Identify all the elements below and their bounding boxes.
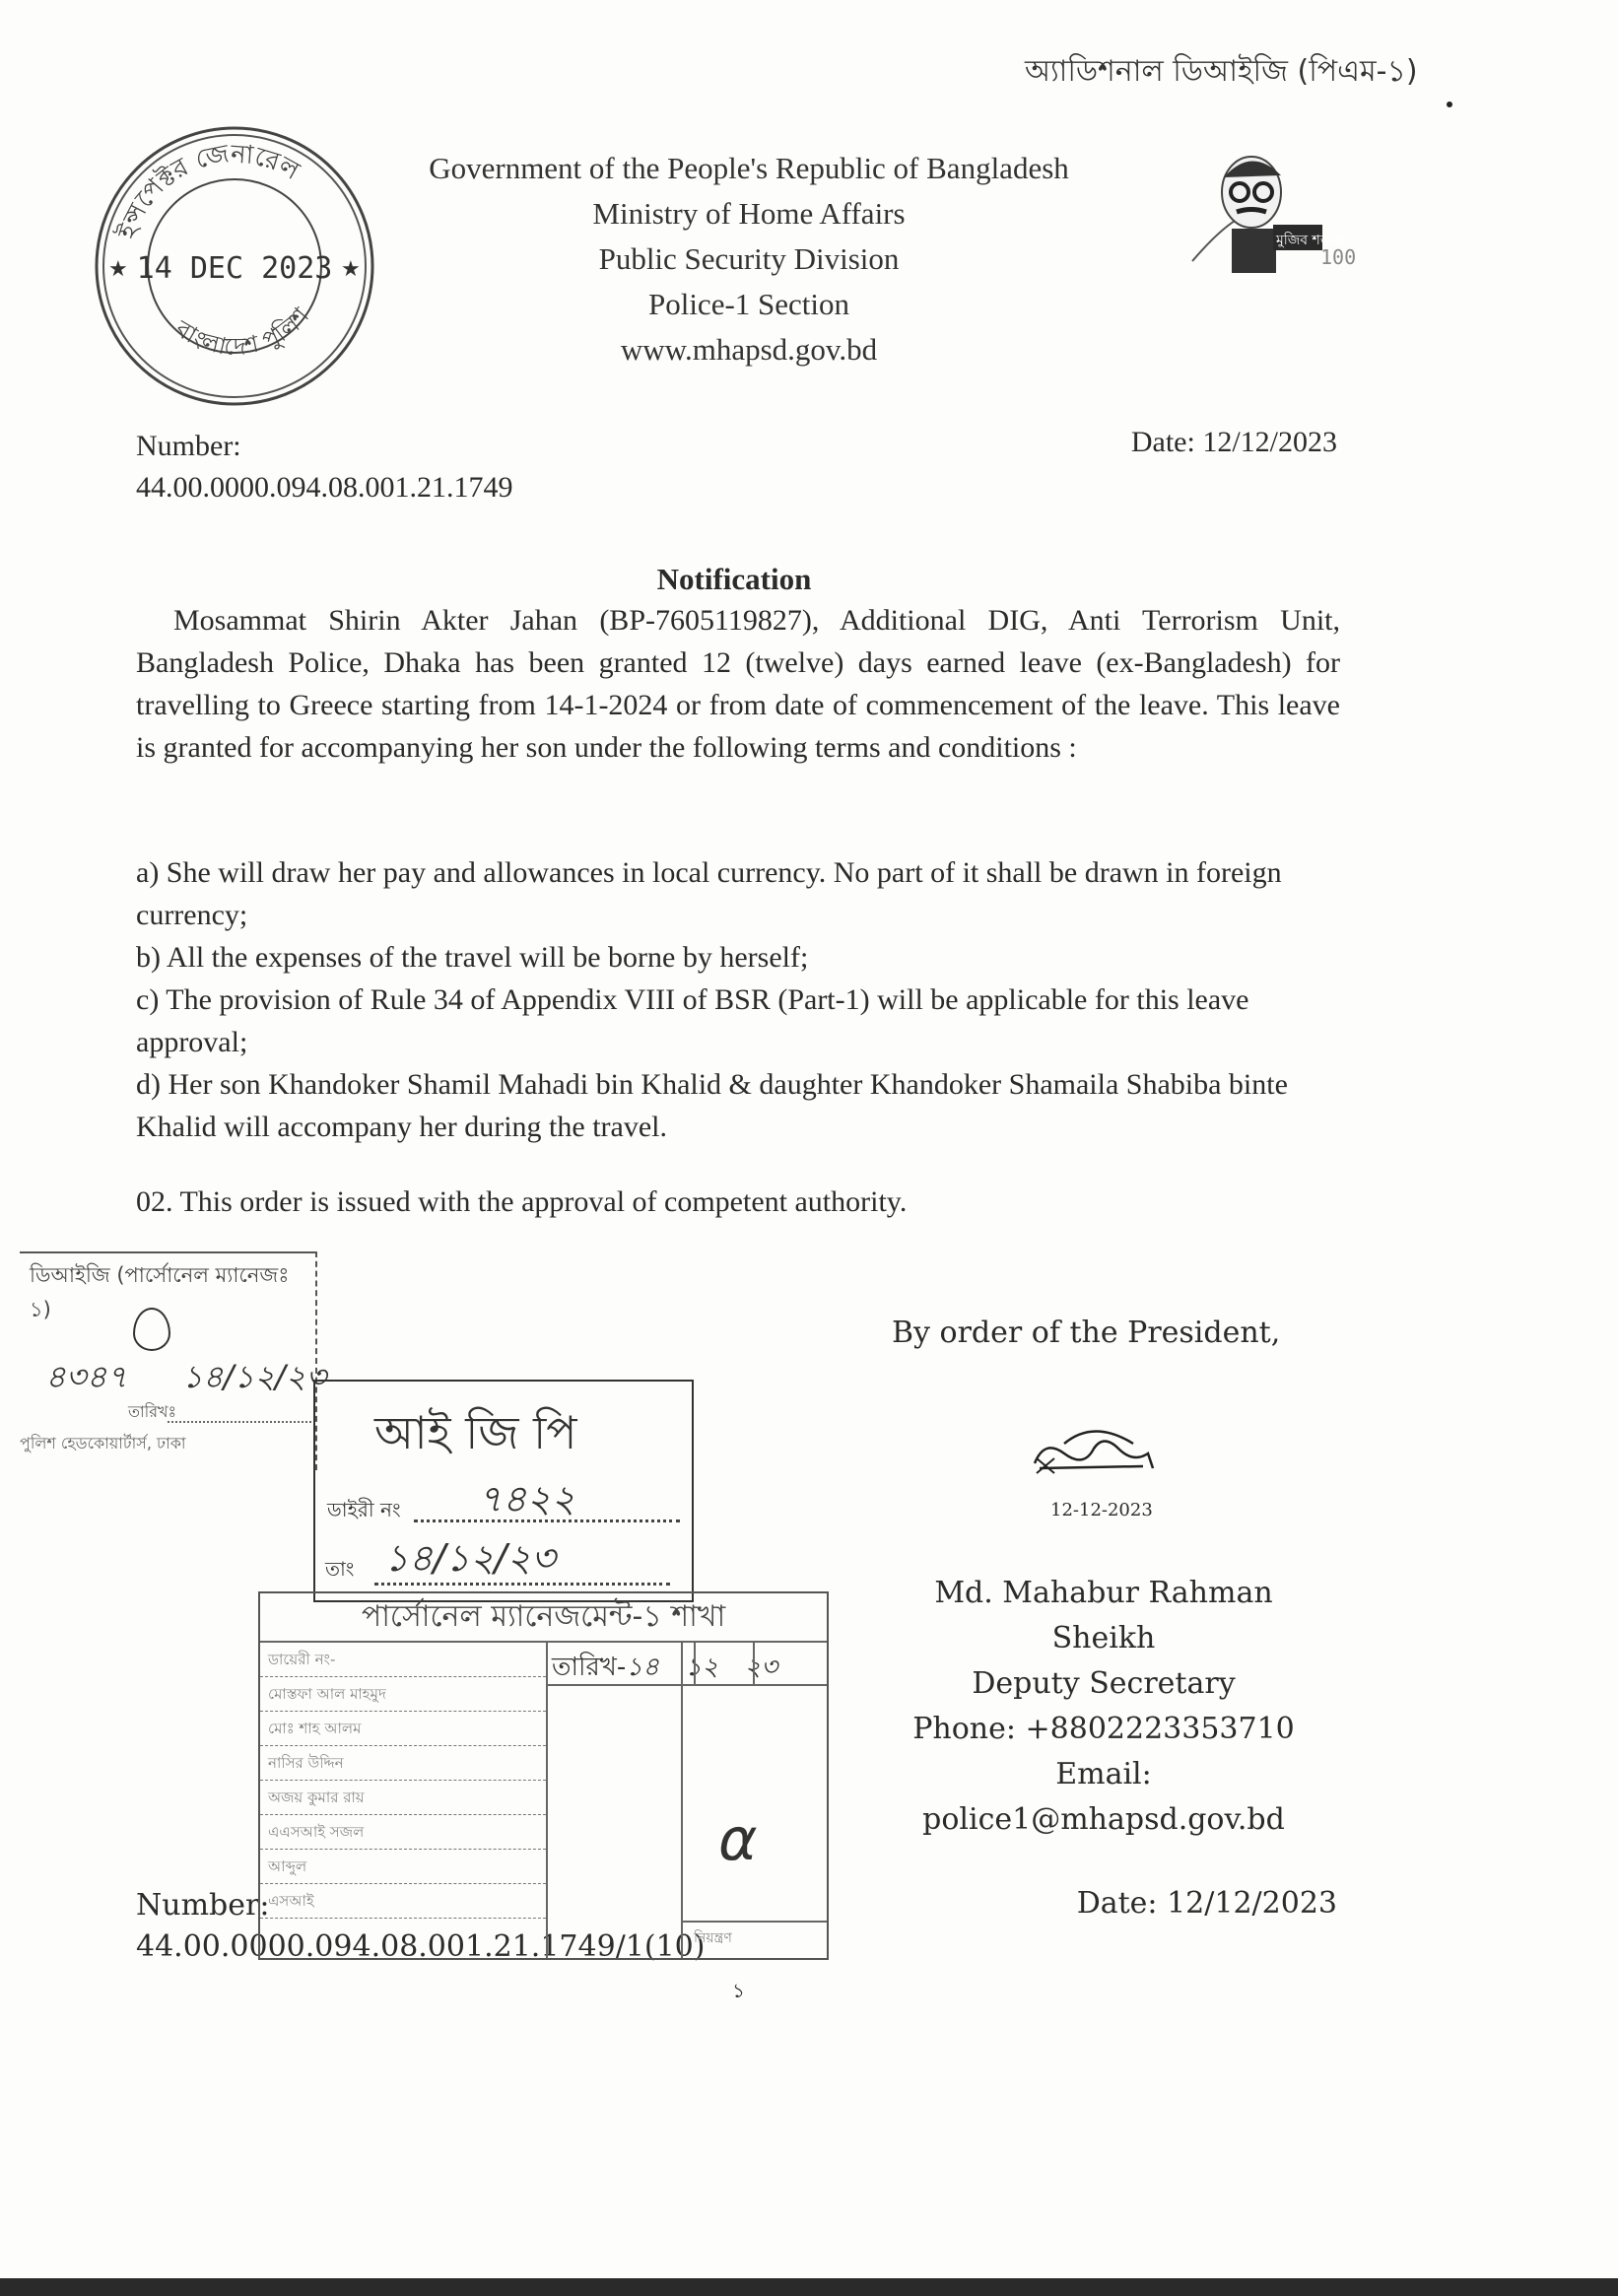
signatory-name-cont: Sheikh bbox=[1051, 1621, 1156, 1655]
igp-date-label: তাং bbox=[325, 1557, 355, 1581]
signatory-designation: Deputy Secretary bbox=[972, 1666, 1236, 1701]
condition-d: d) Her son Khandoker Shamil Mahadi bin Khalid & daughter Khandoker Shamaila Shabiba binte Khalid will accompany her during the travel. bbox=[136, 1068, 1288, 1143]
terms-and-conditions bbox=[136, 851, 1358, 1148]
igp-diary-label: ডাইরী নং bbox=[327, 1498, 401, 1521]
signatory-phone: Phone: +8802223353710 bbox=[912, 1712, 1295, 1746]
table-divider bbox=[694, 1641, 696, 1684]
scan-speck bbox=[1447, 101, 1452, 107]
pm-date-day: ১৪ bbox=[626, 1653, 659, 1682]
pm-date-label: তারিখ- bbox=[552, 1653, 627, 1682]
dig-stamp-heading: ডিআইজি (পার্সোনেল ম্যানেজঃ ১) bbox=[30, 1263, 290, 1321]
seal-date: 14 DEC 2023 bbox=[136, 251, 333, 286]
igp-diary-stamp bbox=[313, 1380, 694, 1602]
approval-clause: 02. This order is issued with the approval of competent authority. bbox=[136, 1185, 908, 1218]
signature-date: 12-12-2023 bbox=[1050, 1500, 1153, 1520]
notification-title: Notification bbox=[656, 562, 812, 596]
table-divider bbox=[753, 1641, 755, 1684]
table-divider bbox=[546, 1684, 827, 1686]
signatory-email-label: Email: bbox=[1055, 1757, 1152, 1791]
government-name: Government of the People's Republic of Bangladesh bbox=[429, 151, 1069, 185]
notification-body: Mosammat Shirin Akter Jahan (BP-7605119827), Additional DIG, Anti Terrorism Unit, Bangladesh Police, Dhaka has been granted 12 (twelve) days earned leave (ex-Bangladesh) for travelling to Greece starting from 14-1-2024 or from date of commencement of the leave. This leave is granted for accompanying her son under the following terms and conditions : bbox=[136, 604, 1340, 764]
condition-c: c) The provision of Rule 34 of Appendix VIII of BSR (Part-1) will be applicable for this leave approval; bbox=[136, 983, 1249, 1058]
pm-row: ডায়েরী নং- bbox=[260, 1643, 546, 1677]
pm-date-year: ২৩ bbox=[744, 1653, 778, 1682]
pm-row: আব্দুল bbox=[260, 1850, 546, 1884]
pm-date-month: ১২ bbox=[685, 1653, 719, 1682]
website-link[interactable]: www.mhapsd.gov.bd bbox=[620, 332, 878, 367]
dotted-line bbox=[414, 1519, 680, 1522]
dotted-line bbox=[168, 1421, 315, 1423]
igp-date-value: ১৪/১২/২৩ bbox=[384, 1536, 556, 1580]
igp-stamp-title: আই জি পি bbox=[374, 1406, 577, 1459]
signatory-details bbox=[887, 1571, 1320, 1843]
pm-row: অজয় কুমার রায় bbox=[260, 1781, 546, 1815]
dotted-line bbox=[374, 1583, 670, 1586]
dig-diary-number: ৪৩৪৭ bbox=[45, 1358, 128, 1395]
pm-row: এএসআই সজল bbox=[260, 1815, 546, 1850]
pm-row: এসআই bbox=[260, 1884, 546, 1919]
memo-date: Date: 12/12/2023 bbox=[1130, 426, 1337, 458]
table-divider bbox=[681, 1921, 827, 1923]
memo2-date: Date: 12/12/2023 bbox=[1076, 1886, 1337, 1921]
emblem-text: মুজিব শতবর্ষ bbox=[1276, 233, 1346, 248]
handwritten-circle-mark bbox=[133, 1308, 170, 1351]
signature-icon bbox=[1025, 1419, 1163, 1488]
mujib-100-emblem-icon bbox=[1182, 148, 1360, 276]
dig-receipt-stamp bbox=[20, 1251, 327, 1470]
section-name: Police-1 Section bbox=[647, 287, 850, 321]
table-divider bbox=[546, 1641, 548, 1958]
star-icon: ★ bbox=[108, 257, 128, 282]
seal-top-text: ইন্সপেক্টর জেনারেল bbox=[112, 139, 304, 243]
signatory-email[interactable]: police1@mhapsd.gov.bd bbox=[922, 1802, 1285, 1837]
condition-b: b) All the expenses of the travel will be borne by herself; bbox=[136, 941, 809, 974]
signatory-name: Md. Mahabur Rahman bbox=[934, 1576, 1273, 1610]
pm-officer-list bbox=[260, 1643, 546, 1919]
personnel-management-stamp bbox=[258, 1591, 829, 1960]
pm-row: মোঃ শাহ আলম bbox=[260, 1712, 546, 1746]
top-routing-note: অ্যাডিশনাল ডিআইজি (পিএম-১) bbox=[1025, 54, 1418, 89]
pm-row: নাসির উদ্দিন bbox=[260, 1746, 546, 1781]
dig-office-name: পুলিশ হেডকোয়ার্টার্স, ঢাকা bbox=[20, 1434, 186, 1452]
memo-number-label: Number: bbox=[136, 430, 241, 462]
pm-stamp-heading: পার্সোনেল ম্যানেজমেন্ট-১ শাখা bbox=[260, 1593, 827, 1643]
dig-diary-date: ১৪/১২/২৩ bbox=[182, 1358, 327, 1395]
letterhead bbox=[315, 146, 1182, 372]
memo-number-value: 44.00.0000.094.08.001.21.1749 bbox=[136, 471, 513, 504]
page-number: ১ bbox=[732, 1979, 745, 2002]
memo2-number-value: 44.00.0000.094.08.001.21.1749/1(10) bbox=[136, 1929, 706, 1964]
division-name: Public Security Division bbox=[598, 241, 900, 276]
condition-a: a) She will draw her pay and allowances in local currency. No part of it shall be drawn in foreign currency; bbox=[136, 856, 1282, 931]
scan-bottom-edge bbox=[0, 2278, 1618, 2296]
emblem-number: 100 bbox=[1320, 245, 1357, 269]
handwritten-initial: α bbox=[718, 1805, 758, 1874]
memo2-number-label: Number: bbox=[136, 1888, 270, 1923]
star-icon: ★ bbox=[341, 257, 361, 282]
by-order-line: By order of the President, bbox=[892, 1316, 1281, 1350]
pm-footer-text: নিয়ন্ত্রণ bbox=[694, 1930, 732, 1946]
pm-row: মোস্তফা আল মাহমুদ bbox=[260, 1677, 546, 1712]
seal-bottom-text: বাংলাদেশ পুলিশ bbox=[170, 302, 315, 361]
igp-diary-number: ৭৪২২ bbox=[478, 1477, 575, 1520]
dig-date-label: তারিখঃ bbox=[128, 1402, 177, 1421]
ministry-name: Ministry of Home Affairs bbox=[592, 196, 906, 231]
